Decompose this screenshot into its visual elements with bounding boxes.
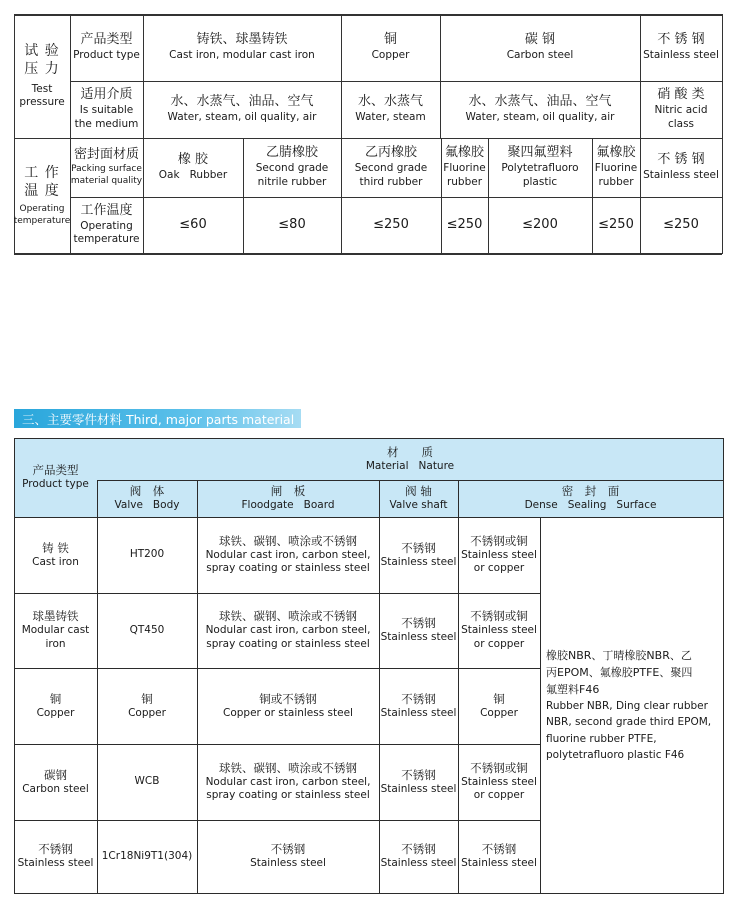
header-product-type-en: Product type — [22, 478, 89, 491]
type-stainless-zh: 不 锈 钢 — [657, 32, 705, 48]
material-ptfe-plastic-en: Polytetrafluoro plastic — [501, 162, 579, 188]
material-nitrile-rubber — [243, 138, 341, 197]
row-type-en: Modular cast iron — [21, 624, 90, 650]
type-copper — [341, 14, 440, 81]
cast-iron-seal — [458, 517, 540, 593]
dense-sealing-zh: 橡胶NBR、丁晴橡胶NBR、乙 丙EPOM、氟橡胶PTFE、聚四 氟塑料F46 — [546, 648, 693, 696]
medium-copper-en: Water, steam — [355, 111, 426, 124]
material-nitrile-rubber-en: Second grade nitrile rubber — [255, 162, 329, 188]
carbon-steel-board-en: Nodular cast iron, carbon steel, spray coating or stainless steel — [205, 775, 371, 802]
modular-iron-seal-zh: 不锈钢或铜 — [470, 609, 528, 624]
temp-rubber: ≤60 — [179, 216, 207, 232]
material-epdm-rubber — [341, 138, 441, 197]
header-product-type — [14, 438, 97, 517]
copper-body-en: Copper — [128, 706, 166, 719]
material-stainless-steel-zh: 不 锈 钢 — [657, 152, 705, 168]
operating-temp-label — [70, 197, 143, 253]
material-ptfe-plastic-zh: 聚四氟塑料 — [507, 145, 573, 161]
row-type-en: Stainless steel — [17, 857, 94, 870]
copper-shaft-en: Stainless steel — [380, 706, 457, 719]
temp-fluorine-rubber-2: ≤250 — [598, 216, 634, 232]
modular-iron-board — [197, 593, 379, 668]
table-row-stainless-type — [14, 820, 97, 893]
medium-carbon-steel-zh: 水、水蒸气、油品、空气 — [468, 94, 612, 110]
cast-iron-shaft — [379, 517, 458, 593]
cast-iron-seal-en: Stainless steel or copper — [461, 548, 537, 575]
cast-iron-board — [197, 517, 379, 593]
row-type-en: Copper — [36, 706, 75, 719]
test-pressure-label — [14, 14, 70, 138]
material-stainless-steel-en: Stainless steel — [643, 169, 719, 182]
product-type-zh: 产品类型 — [80, 32, 133, 48]
temp-stainless-steel: ≤250 — [663, 216, 699, 232]
copper-board — [197, 668, 379, 744]
type-stainless — [640, 14, 722, 81]
row-type-en: Cast iron — [32, 555, 79, 568]
test-pressure-zh: 试 验 压 力 — [24, 43, 60, 78]
operating-temp-zh: 工作温度 — [80, 202, 133, 218]
medium-stainless-en: Nitric acid class — [654, 104, 708, 130]
carbon-steel-shaft-zh: 不锈钢 — [401, 767, 436, 782]
type-copper-en: Copper — [371, 49, 410, 62]
type-carbon-steel — [440, 14, 640, 81]
material-rubber-zh: 橡 胶 — [177, 152, 209, 168]
header-valve-shaft-en: Valve shaft — [389, 499, 448, 512]
stainless-board-zh: 不锈钢 — [270, 842, 306, 857]
test-pressure-en: Test pressure — [19, 82, 65, 109]
cast-iron-board-zh: 球铁、碳钢、喷涂或不锈钢 — [219, 533, 357, 548]
type-cast-iron — [143, 14, 341, 81]
header-valve-shaft-zh: 阀 轴 — [405, 484, 432, 499]
suitable-medium-label — [70, 81, 143, 138]
dense-sealing-materials — [540, 517, 723, 893]
copper-shaft — [379, 668, 458, 744]
packing-material-en: Packing surface material quality — [70, 164, 143, 186]
row-type-zh: 碳钢 — [44, 767, 67, 782]
stainless-body: 1Cr18Ni9T1(304) — [101, 849, 193, 862]
material-fluorine-rubber-2-en: Fluorine rubber — [594, 162, 638, 188]
header-product-type-zh: 产品类型 — [32, 463, 79, 478]
cast-iron-seal-zh: 不锈钢或铜 — [470, 533, 528, 548]
temp-epdm-rubber: ≤250 — [373, 216, 409, 232]
working-temperature-zh: 工 作 温 度 — [24, 164, 60, 199]
working-temperature-label — [14, 138, 70, 253]
modular-iron-shaft-en: Stainless steel — [380, 631, 457, 644]
row-type-zh: 铜 — [49, 691, 62, 706]
table-row-carbon-steel-type — [14, 744, 97, 820]
suitable-medium-zh: 适用介质 — [80, 87, 133, 103]
stainless-shaft-en: Stainless steel — [380, 857, 457, 870]
medium-copper — [341, 81, 440, 138]
material-fluorine-rubber-1-zh: 氟橡胶 — [444, 145, 484, 161]
stainless-seal-zh: 不锈钢 — [481, 842, 517, 857]
dense-sealing-en: Rubber NBR, Ding clear rubber NBR, second grade third EPOM, fluorine rubber PTFE, polytetrafluoro plastic F46 — [546, 700, 712, 761]
material-fluorine-rubber-1 — [441, 138, 488, 197]
carbon-steel-board — [197, 744, 379, 820]
medium-carbon-steel — [440, 81, 640, 138]
stainless-seal-en: Stainless steel — [461, 857, 537, 870]
material-fluorine-rubber-2-zh: 氟橡胶 — [596, 145, 636, 161]
stainless-seal — [458, 820, 540, 893]
stainless-board — [197, 820, 379, 893]
medium-carbon-steel-en: Water, steam, oil quality, air — [465, 111, 615, 124]
medium-copper-zh: 水、水蒸气 — [357, 94, 423, 110]
medium-cast-iron-en: Water, steam, oil quality, air — [167, 111, 317, 124]
copper-body-zh: 铜 — [141, 691, 153, 706]
modular-iron-body: QT450 — [129, 623, 165, 636]
cast-iron-shaft-zh: 不锈钢 — [401, 540, 436, 555]
modular-iron-seal-en: Stainless steel or copper — [461, 624, 537, 650]
header-sealing-surface — [458, 480, 723, 517]
copper-body — [97, 668, 197, 744]
table-row-copper-type — [14, 668, 97, 744]
working-temperature-en: Operating temperature — [13, 204, 71, 226]
suitable-medium-en: Is suitable the medium — [74, 104, 139, 130]
stainless-shaft-zh: 不锈钢 — [401, 842, 436, 857]
type-carbon-steel-zh: 碳 钢 — [524, 32, 556, 48]
stainless-shaft — [379, 820, 458, 893]
temp-ptfe-plastic: ≤200 — [522, 216, 558, 232]
header-floodgate-board-zh: 闸 板 — [270, 484, 306, 499]
product-type-label — [70, 14, 143, 81]
modular-iron-shaft — [379, 593, 458, 668]
copper-shaft-zh: 不锈钢 — [401, 691, 436, 706]
medium-cast-iron — [143, 81, 341, 138]
type-cast-iron-zh: 铸铁、球墨铸铁 — [196, 32, 288, 48]
copper-board-en: Copper or stainless steel — [223, 706, 353, 719]
header-sealing-surface-zh: 密 封 面 — [561, 484, 620, 499]
header-valve-body-en: Valve Body — [114, 499, 180, 512]
material-fluorine-rubber-2 — [592, 138, 640, 197]
packing-material-zh: 密封面材质 — [73, 147, 139, 163]
copper-seal-zh: 铜 — [493, 691, 505, 706]
type-copper-zh: 铜 — [383, 32, 397, 48]
carbon-steel-body: WCB — [134, 775, 160, 788]
product-type-en: Product type — [73, 49, 140, 62]
cast-iron-shaft-en: Stainless steel — [380, 555, 457, 568]
row-type-zh: 球墨铸铁 — [32, 609, 79, 624]
temp-fluorine-rubber-1: ≤250 — [446, 216, 483, 232]
header-sealing-surface-en: Dense Sealing Surface — [524, 499, 657, 512]
carbon-steel-board-zh: 球铁、碳钢、喷涂或不锈钢 — [219, 760, 357, 775]
temp-nitrile-rubber: ≤80 — [278, 216, 306, 232]
header-valve-body — [97, 480, 197, 517]
material-rubber-en: Oak Rubber — [158, 169, 228, 182]
packing-material-label — [70, 138, 143, 197]
carbon-steel-shaft — [379, 744, 458, 820]
material-stainless-steel — [640, 138, 722, 197]
carbon-steel-seal-zh: 不锈钢或铜 — [470, 760, 528, 775]
header-floodgate-board — [197, 480, 379, 517]
modular-iron-shaft-zh: 不锈钢 — [401, 616, 436, 631]
modular-iron-board-en: Nodular cast iron, carbon steel, spray coating or stainless steel — [205, 624, 371, 650]
material-epdm-rubber-en: Second grade third rubber — [354, 162, 428, 188]
type-carbon-steel-en: Carbon steel — [506, 49, 574, 62]
carbon-steel-seal-en: Stainless steel or copper — [461, 775, 537, 802]
row-type-en: Carbon steel — [22, 782, 89, 795]
row-type-zh: 铸 铁 — [42, 540, 69, 555]
header-valve-shaft — [379, 480, 458, 517]
carbon-steel-shaft-en: Stainless steel — [380, 782, 457, 795]
cast-iron-board-en: Nodular cast iron, carbon steel, spray coating or stainless steel — [205, 548, 371, 575]
medium-cast-iron-zh: 水、水蒸气、油品、空气 — [170, 94, 314, 110]
cast-iron-body: HT200 — [129, 548, 165, 561]
header-material-nature-zh: 材 质 — [387, 444, 433, 459]
medium-stainless-zh: 硝 酸 类 — [657, 87, 705, 103]
carbon-steel-seal — [458, 744, 540, 820]
section-title: 三、主要零件材料 Third, major parts material — [22, 412, 295, 427]
modular-iron-seal — [458, 593, 540, 668]
copper-seal-en: Copper — [480, 706, 518, 719]
type-cast-iron-en: Cast iron, modular cast iron — [169, 49, 315, 62]
material-fluorine-rubber-1-en: Fluorine rubber — [443, 162, 486, 188]
header-floodgate-board-en: Floodgate Board — [241, 499, 335, 512]
header-material-nature-en: Material Nature — [365, 459, 455, 472]
modular-iron-board-zh: 球铁、碳钢、喷涂或不锈钢 — [219, 609, 357, 624]
material-rubber — [143, 138, 243, 197]
material-epdm-rubber-zh: 乙丙橡胶 — [364, 145, 417, 161]
type-stainless-en: Stainless steel — [643, 49, 719, 62]
row-type-zh: 不锈钢 — [38, 842, 73, 857]
copper-board-zh: 铜或不锈钢 — [259, 691, 317, 706]
material-ptfe-plastic — [488, 138, 592, 197]
stainless-board-en: Stainless steel — [250, 857, 326, 870]
operating-temp-en: Operating temperature — [73, 219, 140, 246]
section-title-bar — [14, 409, 301, 428]
medium-stainless — [640, 81, 722, 138]
table-row-modular-iron-type — [14, 593, 97, 668]
table-row-cast-iron-type — [14, 517, 97, 593]
header-material-nature — [97, 438, 723, 480]
material-nitrile-rubber-zh: 乙腈橡胶 — [265, 145, 318, 161]
copper-seal — [458, 668, 540, 744]
header-valve-body-zh: 阀 体 — [129, 484, 165, 499]
